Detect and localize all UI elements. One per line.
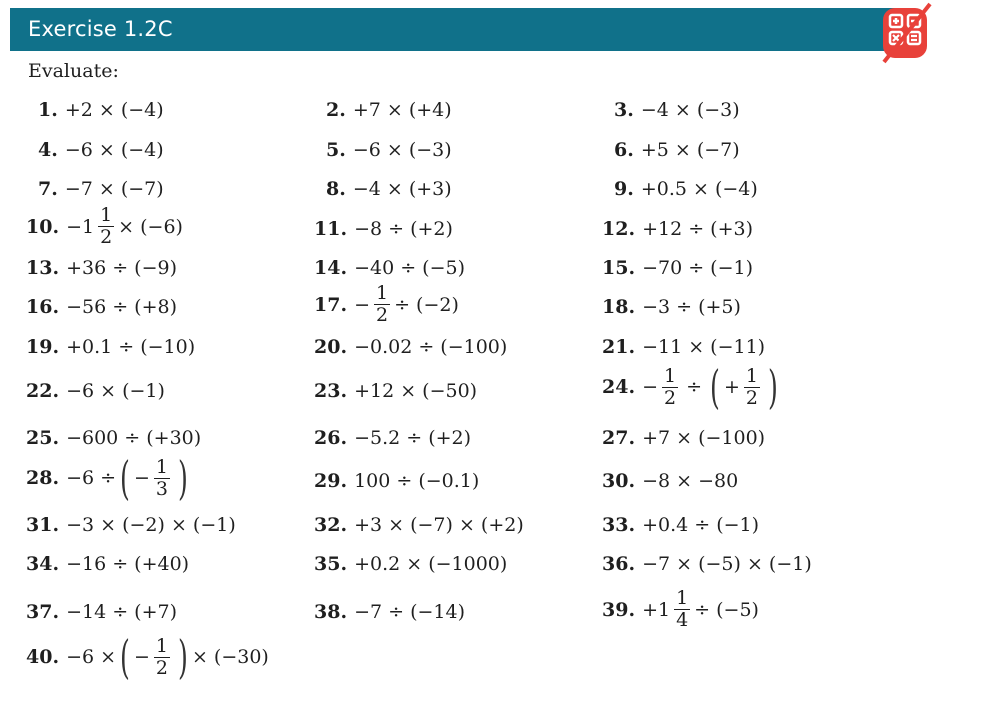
expression: −3 × (−2) × (−1) xyxy=(66,514,236,536)
expression: −4 × (+3) xyxy=(352,178,452,200)
expression: −5.2 ÷ (+2) xyxy=(354,427,472,449)
exercise-number: 3. xyxy=(614,99,634,121)
exercise-30 xyxy=(602,470,738,492)
exercise-3 xyxy=(614,99,740,121)
expression: +7 × (+4) xyxy=(352,99,452,121)
exercise-number: 26. xyxy=(314,427,348,449)
exercise-number: 36. xyxy=(602,553,636,575)
exercise-number: 37. xyxy=(26,601,60,623)
exercise-header-banner xyxy=(10,8,910,51)
denominator: 2 xyxy=(663,386,677,409)
exercise-7 xyxy=(38,178,164,200)
exercise-number: 25. xyxy=(26,427,60,449)
exercise-2 xyxy=(326,99,452,121)
exercise-number: 31. xyxy=(26,514,60,536)
expression-prefix: −6 × xyxy=(66,646,117,668)
exercise-number: 15. xyxy=(602,257,636,279)
exercise-35 xyxy=(314,553,507,575)
numerator: 1 xyxy=(155,455,168,478)
exercise-number: 12. xyxy=(602,218,636,240)
fraction xyxy=(154,455,170,500)
exercise-number: 40. xyxy=(26,646,60,668)
expression-prefix-2: + xyxy=(723,376,740,398)
numerator: 1 xyxy=(663,364,677,387)
expression: −4 × (−3) xyxy=(640,99,740,121)
exercise-number: 27. xyxy=(602,427,636,449)
expression: −7 ÷ (−14) xyxy=(354,601,465,623)
exercise-number: 5. xyxy=(326,139,346,161)
expression-suffix: × (−30) xyxy=(191,646,269,668)
exercise-number: 39. xyxy=(602,598,636,621)
exercise-number: 1. xyxy=(38,99,58,121)
fraction xyxy=(674,589,690,630)
expression: −6 × (−1) xyxy=(66,380,165,402)
exercise-21 xyxy=(602,336,765,358)
denominator: 2 xyxy=(155,656,168,679)
exercise-13 xyxy=(26,257,177,279)
fraction xyxy=(662,364,678,409)
exercise-31 xyxy=(26,514,236,536)
exercise-36 xyxy=(602,553,812,575)
expression: +3 × (−7) × (+2) xyxy=(354,514,524,536)
exercise-19 xyxy=(26,336,195,358)
exercise-number: 20. xyxy=(314,336,348,358)
exercise-number: 9. xyxy=(614,178,634,200)
exercise-8 xyxy=(326,178,452,200)
exercise-9 xyxy=(614,178,758,200)
exercise-number: 16. xyxy=(26,296,60,318)
expression: −7 × (−7) xyxy=(64,178,164,200)
fraction xyxy=(98,206,114,247)
exercise-11 xyxy=(314,218,453,240)
expression: +36 ÷ (−9) xyxy=(66,257,177,279)
expression: −56 ÷ (+8) xyxy=(66,296,177,318)
exercise-4 xyxy=(38,139,164,161)
expression-suffix: ÷ (−2) xyxy=(394,293,459,316)
expression: +0.2 × (−1000) xyxy=(354,553,508,575)
expression: −600 ÷ (+30) xyxy=(66,427,202,449)
exercise-27 xyxy=(602,427,765,449)
expression-suffix: ÷ (−5) xyxy=(694,598,759,621)
denominator: 4 xyxy=(676,609,689,631)
numerator: 1 xyxy=(745,364,758,387)
expression: +0.4 ÷ (−1) xyxy=(642,514,760,536)
operator: ÷ xyxy=(686,376,702,398)
exercise-26 xyxy=(314,427,471,449)
exercise-number: 30. xyxy=(602,470,636,492)
right-parenthesis: ) xyxy=(178,451,188,505)
expression: −16 ÷ (+40) xyxy=(66,553,190,575)
expression: −40 ÷ (−5) xyxy=(354,257,465,279)
expression: −8 ÷ (+2) xyxy=(354,218,453,240)
exercise-number: 6. xyxy=(614,139,634,161)
expression: +0.1 ÷ (−10) xyxy=(66,336,196,358)
exercise-32 xyxy=(314,514,524,536)
left-parenthesis: ( xyxy=(120,451,130,505)
instruction-text: Evaluate: xyxy=(28,60,119,82)
exercise-number: 29. xyxy=(314,470,348,492)
exercise-40 xyxy=(26,630,269,684)
expression-prefix: − xyxy=(354,293,370,316)
denominator: 2 xyxy=(375,304,389,326)
exercise-number: 11. xyxy=(314,218,348,240)
expression: +12 × (−50) xyxy=(354,380,478,402)
exercise-14 xyxy=(314,257,465,279)
denominator: 2 xyxy=(745,386,758,409)
no-calculator-icon xyxy=(874,2,938,64)
exercise-number: 32. xyxy=(314,514,348,536)
exercise-38 xyxy=(314,601,465,623)
expression: −7 × (−5) × (−1) xyxy=(642,553,812,575)
expression-prefix-2: − xyxy=(133,467,150,489)
expression: +5 × (−7) xyxy=(640,139,740,161)
exercise-number: 23. xyxy=(314,380,348,402)
fraction xyxy=(154,634,170,679)
exercise-1 xyxy=(38,99,164,121)
denominator: 2 xyxy=(100,226,113,248)
expression-prefix: −6 ÷ xyxy=(66,467,117,489)
exercise-29 xyxy=(314,470,479,492)
exercise-24 xyxy=(602,360,782,414)
numerator: 1 xyxy=(100,204,113,226)
numerator: 1 xyxy=(375,282,389,304)
exercise-number: 21. xyxy=(602,336,636,358)
expression: −6 × (−3) xyxy=(352,139,452,161)
exercise-20 xyxy=(314,336,507,358)
exercise-17 xyxy=(314,284,459,325)
right-parenthesis: ) xyxy=(768,360,778,414)
exercise-22 xyxy=(26,380,165,402)
expression: −0.02 ÷ (−100) xyxy=(354,336,508,358)
fraction-2 xyxy=(744,364,760,409)
exercise-number: 13. xyxy=(26,257,60,279)
expression: 100 ÷ (−0.1) xyxy=(354,470,480,492)
left-parenthesis: ( xyxy=(710,360,720,414)
exercise-33 xyxy=(602,514,759,536)
exercise-number: 28. xyxy=(26,467,60,489)
exercise-23 xyxy=(314,380,477,402)
expression-prefix: +1 xyxy=(642,598,671,621)
exercise-10 xyxy=(26,206,183,247)
exercise-number: 7. xyxy=(38,178,58,200)
numerator: 1 xyxy=(155,634,168,657)
expression-prefix: − xyxy=(642,376,658,398)
expression: −11 × (−11) xyxy=(642,336,766,358)
exercise-15 xyxy=(602,257,753,279)
exercise-number: 18. xyxy=(602,296,636,318)
exercise-12 xyxy=(602,218,753,240)
expression: −70 ÷ (−1) xyxy=(642,257,753,279)
exercise-number: 10. xyxy=(26,215,60,238)
exercise-number: 2. xyxy=(326,99,346,121)
exercise-28 xyxy=(26,451,192,505)
exercise-number: 24. xyxy=(602,376,636,398)
exercise-number: 35. xyxy=(314,553,348,575)
exercise-39 xyxy=(602,589,759,630)
exercise-number: 8. xyxy=(326,178,346,200)
expression: +0.5 × (−4) xyxy=(640,178,758,200)
exercise-title: Exercise 1.2C xyxy=(28,17,173,41)
exercise-number: 38. xyxy=(314,601,348,623)
exercise-25 xyxy=(26,427,201,449)
expression-suffix: × (−6) xyxy=(118,215,183,238)
expression-prefix: −1 xyxy=(66,215,95,238)
expression: −3 ÷ (+5) xyxy=(642,296,741,318)
exercise-34 xyxy=(26,553,189,575)
fraction xyxy=(374,284,390,325)
exercise-number: 4. xyxy=(38,139,58,161)
right-parenthesis: ) xyxy=(178,630,188,684)
exercise-37 xyxy=(26,601,177,623)
exercise-number: 34. xyxy=(26,553,60,575)
exercise-number: 33. xyxy=(602,514,636,536)
exercise-6 xyxy=(614,139,740,161)
expression: +7 × (−100) xyxy=(642,427,766,449)
expression: −14 ÷ (+7) xyxy=(66,601,177,623)
exercise-number: 17. xyxy=(314,293,348,316)
exercise-5 xyxy=(326,139,452,161)
exercise-18 xyxy=(602,296,741,318)
expression-prefix-2: − xyxy=(133,646,150,668)
left-parenthesis: ( xyxy=(120,630,130,684)
exercise-16 xyxy=(26,296,177,318)
exercise-number: 14. xyxy=(314,257,348,279)
denominator: 3 xyxy=(155,477,168,500)
exercise-number: 22. xyxy=(26,380,60,402)
exercise-number: 19. xyxy=(26,336,60,358)
expression: −8 × −80 xyxy=(642,470,739,492)
expression: +12 ÷ (+3) xyxy=(642,218,753,240)
expression: −6 × (−4) xyxy=(64,139,164,161)
numerator: 1 xyxy=(676,587,689,609)
expression: +2 × (−4) xyxy=(64,99,164,121)
